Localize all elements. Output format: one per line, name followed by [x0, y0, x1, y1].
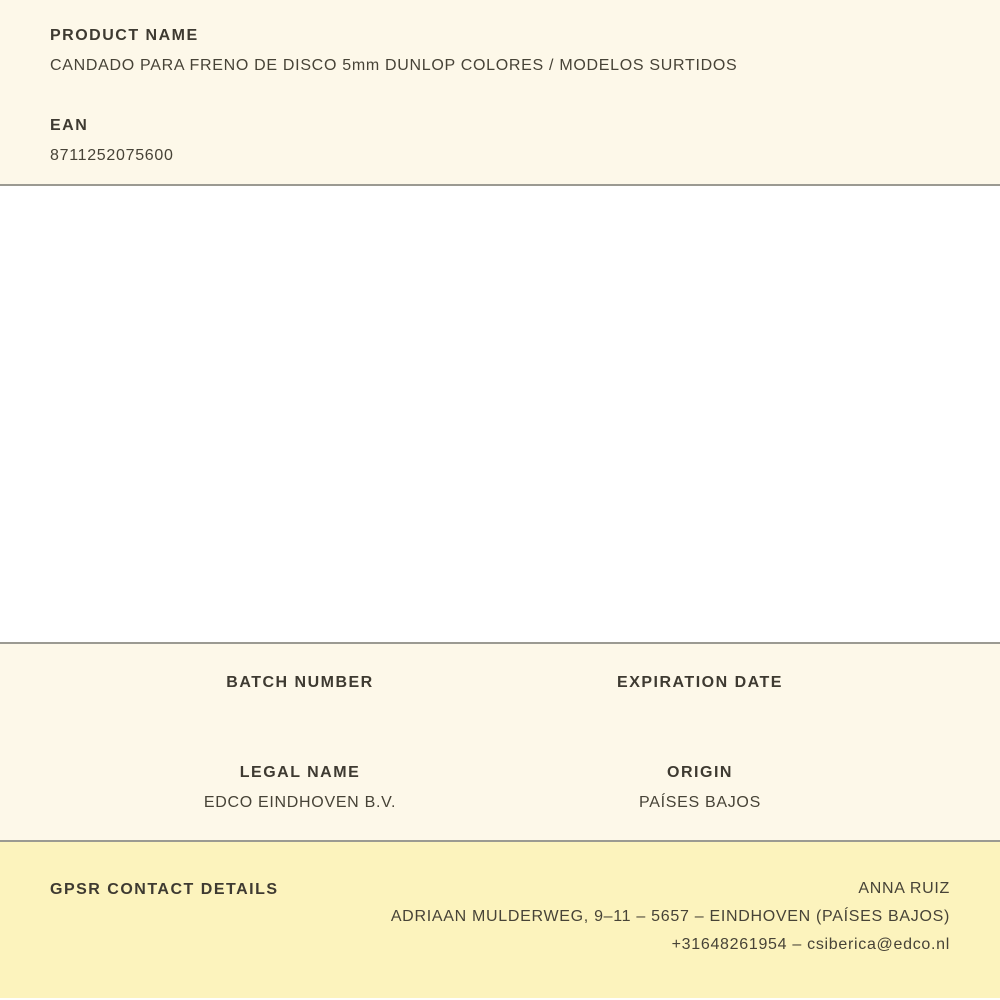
gpsr-contact-block	[279, 875, 950, 959]
details-row-2	[100, 763, 900, 812]
product-name-field	[50, 26, 950, 75]
legal-name-value: EDCO EINDHOVEN B.V.	[203, 794, 397, 811]
gpsr-contact-section	[0, 842, 1000, 998]
expiration-date-value	[500, 703, 900, 722]
gpsr-contact-label: GPSR CONTACT DETAILS	[50, 881, 279, 898]
gpsr-contact-name: ANNA RUIZ	[858, 880, 950, 897]
expiration-date-label: EXPIRATION DATE	[617, 674, 783, 691]
product-name-value: CANDADO PARA FRENO DE DISCO 5mm DUNLOP COLORES / MODELOS SURTIDOS	[50, 57, 738, 74]
batch-number-value	[100, 703, 500, 722]
product-header-section	[0, 0, 1000, 186]
details-grid	[100, 673, 900, 812]
ean-label: EAN	[50, 117, 89, 134]
legal-name-label: LEGAL NAME	[239, 764, 361, 781]
batch-number-cell	[100, 673, 500, 722]
origin-label: ORIGIN	[667, 764, 733, 781]
gpsr-contact-address: ADRIAAN MULDERWEG, 9–11 – 5657 – EINDHOVEN (PAÍSES BAJOS)	[390, 908, 950, 925]
product-image-area	[0, 186, 1000, 644]
ean-value: 8711252075600	[50, 147, 174, 164]
expiration-date-cell	[500, 673, 900, 722]
origin-cell	[500, 763, 900, 812]
ean-field	[50, 116, 950, 165]
details-section	[0, 644, 1000, 842]
details-row-1	[100, 673, 900, 722]
product-name-label: PRODUCT NAME	[50, 27, 199, 44]
gpsr-contact-phone-email: +31648261954 – csiberica@edco.nl	[671, 936, 950, 953]
legal-name-cell	[100, 763, 500, 812]
origin-value: PAÍSES BAJOS	[639, 794, 761, 811]
batch-number-label: BATCH NUMBER	[226, 674, 374, 691]
